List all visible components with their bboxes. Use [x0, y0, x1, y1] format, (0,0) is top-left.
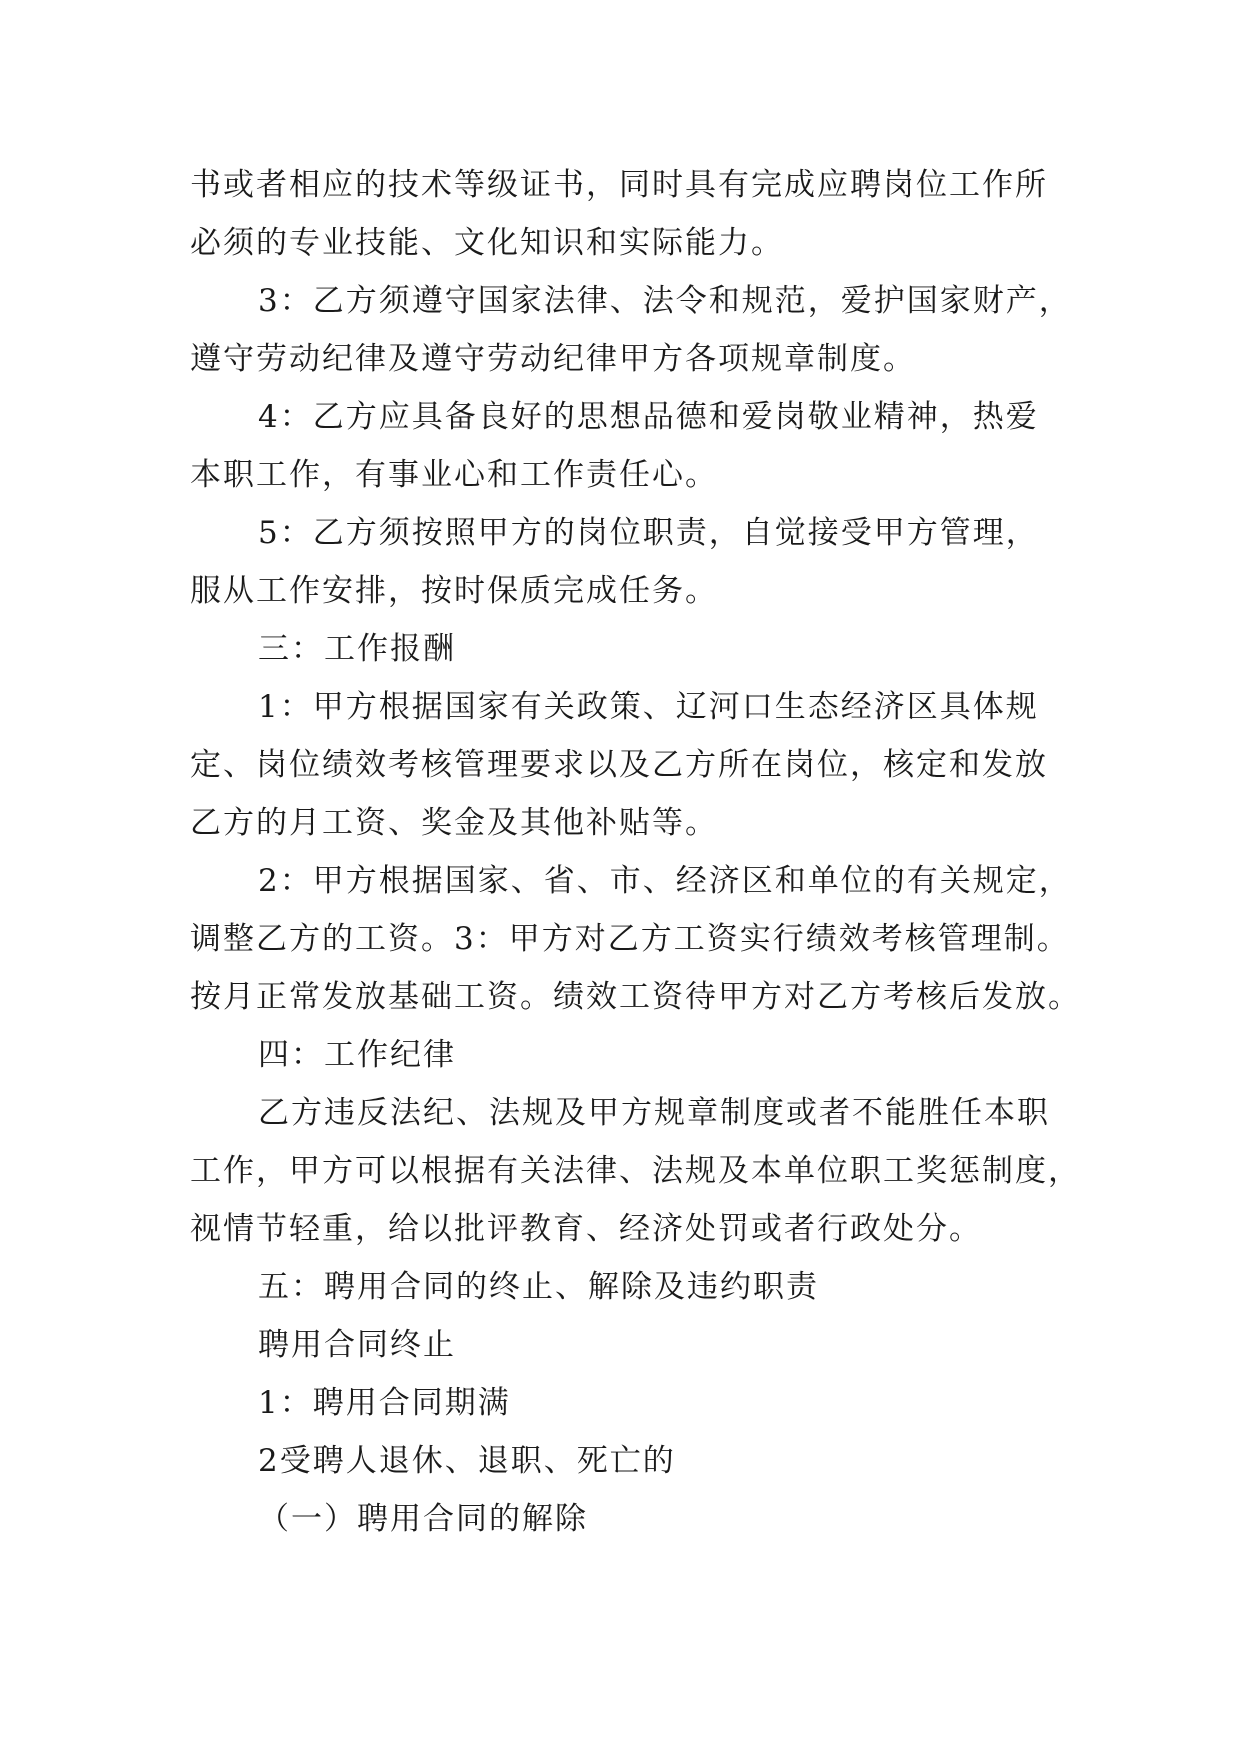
subsection-heading: 聘用合同终止 [258, 1327, 456, 1363]
paragraph-line: 1：甲方根据国家有关政策、辽河口生态经济区具体规 [258, 689, 1039, 725]
paragraph-line: 按月正常发放基础工资。绩效工资待甲方对乙方考核后发放。 [190, 979, 1081, 1015]
paragraph-line: 视情节轻重，给以批评教育、经济处罚或者行政处分。 [190, 1211, 982, 1247]
paragraph-line: 工作，甲方可以根据有关法律、法规及本单位职工奖惩制度， [190, 1153, 1081, 1189]
paragraph-line: 本职工作，有事业心和工作责任心。 [190, 457, 718, 493]
section-heading: 四：工作纪律 [258, 1037, 456, 1073]
paragraph-line: 2：甲方根据国家、省、市、经济区和单位的有关规定， [258, 863, 1072, 899]
paragraph-line: 乙方违反法纪、法规及甲方规章制度或者不能胜任本职 [258, 1095, 1050, 1131]
paragraph-line: 服从工作安排，按时保质完成任务。 [190, 573, 718, 609]
list-item: 2受聘人退休、退职、死亡的 [258, 1443, 676, 1479]
subsection-heading: （一）聘用合同的解除 [258, 1501, 588, 1537]
section-heading: 五：聘用合同的终止、解除及违约职责 [258, 1269, 819, 1305]
paragraph-line: 遵守劳动纪律及遵守劳动纪律甲方各项规章制度。 [190, 341, 916, 377]
paragraph-line: 定、岗位绩效考核管理要求以及乙方所在岗位，核定和发放 [190, 747, 1048, 783]
paragraph-line: 必须的专业技能、文化知识和实际能力。 [190, 225, 784, 261]
paragraph-line: 5：乙方须按照甲方的岗位职责，自觉接受甲方管理， [258, 515, 1039, 551]
paragraph-line: 4：乙方应具备良好的思想品德和爱岗敬业精神，热爱 [258, 399, 1039, 435]
list-item: 1：聘用合同期满 [258, 1385, 511, 1421]
document-body [190, 156, 1081, 1548]
paragraph-line: 3：乙方须遵守国家法律、法令和规范，爱护国家财产， [258, 283, 1072, 319]
paragraph-line: 乙方的月工资、奖金及其他补贴等。 [190, 805, 718, 841]
section-heading: 三：工作报酬 [258, 631, 456, 667]
paragraph-line: 书或者相应的技术等级证书，同时具有完成应聘岗位工作所 [190, 167, 1048, 203]
paragraph-line: 调整乙方的工资。3：甲方对乙方工资实行绩效考核管理制。 [190, 921, 1070, 957]
